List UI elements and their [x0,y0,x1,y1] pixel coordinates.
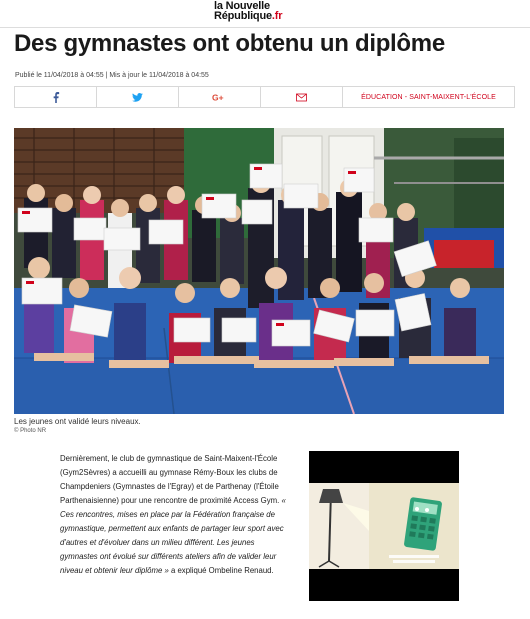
twitter-icon [132,93,143,102]
article-title: Des gymnastes ont obtenu un diplôme [14,30,445,57]
video-player[interactable] [309,451,459,601]
photo-credit: © Photo NR [14,428,47,434]
site-logo[interactable] [214,1,282,21]
google-plus-icon [212,93,227,102]
gym-group-photo [14,128,504,414]
email-icon [296,93,307,102]
video-thumbnail [309,451,459,601]
article-tags[interactable]: ÉDUCATION - SAINT-MAIXENT-L'ÉCOLE [361,93,496,101]
logo-line1: la Nouvelle [214,0,270,12]
body-attribution: a expliqué Ombeline Renaud. [168,566,274,575]
share-email-button[interactable] [261,87,343,107]
article-photo [14,128,504,414]
article-body [60,452,292,578]
photo-caption: Les jeunes ont validé leurs niveaux. [14,417,141,426]
svg-text:G+: G+ [212,92,224,102]
share-bar [14,86,515,108]
body-quote: « Ces rencontres, mises en place par la Fédération française de gymnastique, permettent aux enfants de partager leur sport avec d'autres et d'évoluer dans un milieu différent. Les jeunes gymnastes ont évolué sur différents ateliers afin de valider leur niveau et obtenir leur diplôme » [60,496,286,575]
logo-line2: République.fr [214,10,283,22]
body-intro: Dernièrement, le club de gymnastique de Saint-Maixent-l'École (Gym2Sèvres) a accueilli au gymnase Rémy-Boux les clubs de Champdeniers (Gymnastes de l'Egray) et de Parthenay (l'Étoile Parthenaisienne) pour une rencontre de proximité Access Gym. [60,454,282,505]
share-twitter-button[interactable] [97,87,179,107]
masthead [0,0,530,28]
publication-date: Publié le 11/04/2018 à 04:55 | Mis à jour le 11/04/2018 à 04:55 [15,72,209,79]
facebook-icon [52,92,60,103]
share-google-plus-button[interactable] [179,87,261,107]
share-facebook-button[interactable] [15,87,97,107]
